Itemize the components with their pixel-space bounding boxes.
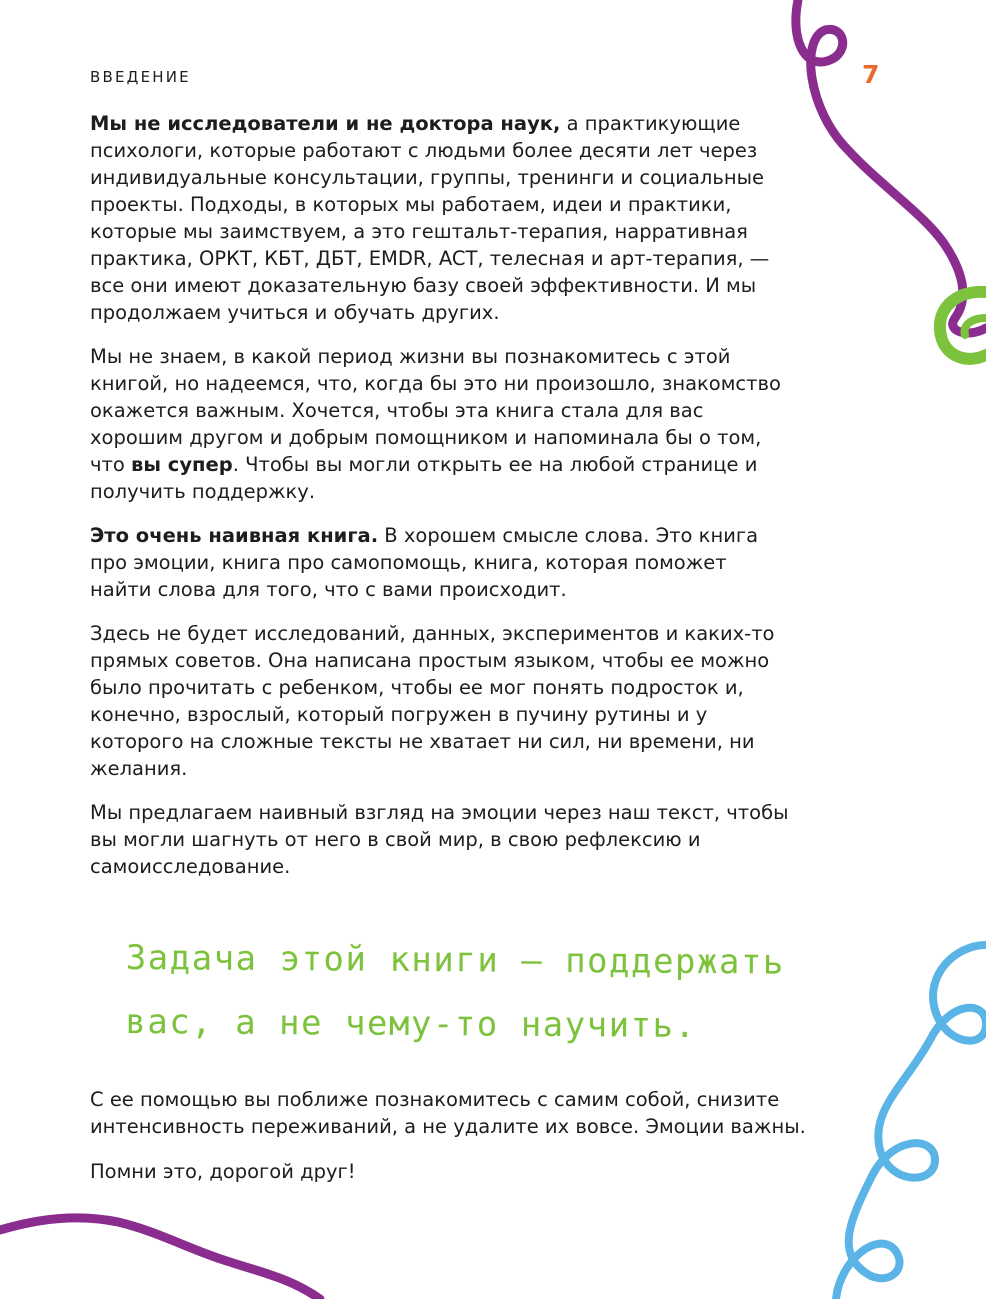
paragraph-2-text-before: Мы не знаем, в какой период жизни вы познакомитесь с этой книгой, но надеемся, что, когда бы это ни произошло, знакомство окажется важным. Хочется, чтобы эта книга стала для вас хорошим другом и добрым помощником и напоминала бы о том, что: [90, 345, 781, 476]
paragraph-3-text: В хорошем смысле слова. Это книга про эмоции, книга про самопомощь, книга, которая поможет найти слова для того, что с вами происходит.: [90, 524, 759, 601]
handwritten-quote: [125, 926, 846, 1059]
paragraph-3: [90, 522, 790, 603]
paragraph-2-text-after: . Чтобы вы могли открыть ее на любой странице и получить поддержку.: [90, 453, 758, 503]
paragraph-1-text: а практикующие психологи, которые работают с людьми более десяти лет через индивидуальные консультации, группы, тренинги и социальные проекты. Подходы, в которых мы работаем, идеи и практики, которые мы заимствуем, а это гештальт-терапия, нарративная практика, ОРКТ, КБТ, ДБТ, EMDR, ACT, телесная и арт-терапия, — все они имеют доказательную базу своей эффективности. И мы продолжаем учиться и обучать других.: [90, 112, 770, 324]
page-number: 7: [862, 60, 880, 89]
paragraph-1: [90, 110, 790, 326]
paragraph-2: [90, 343, 790, 505]
blue-spiral-bottom-right: [836, 945, 986, 1299]
green-swirl-inner: [964, 318, 986, 335]
purple-wave-bottom-left: [0, 1218, 320, 1299]
footer-text: [90, 1086, 830, 1203]
paragraph-6: С ее помощью вы поближе познакомитесь с самим собой, снизите интенсивность переживаний, а не удалите их вовсе. Эмоции важны.: [90, 1088, 806, 1138]
green-swirl-right: [940, 292, 986, 359]
paragraph-1-bold: Мы не исследователи и не доктора наук,: [90, 112, 561, 135]
quote-line-2: вас, а не чему-то научить.: [125, 1001, 697, 1046]
paragraph-7: Помни это, дорогой друг!: [90, 1160, 356, 1183]
body-text: [90, 110, 790, 897]
running-head: ВВЕДЕНИЕ: [90, 68, 191, 86]
paragraph-2-bold: вы супер: [131, 453, 233, 476]
paragraph-5: Мы предлагаем наивный взгляд на эмоции через наш текст, чтобы вы могли шагнуть от него в свой мир, в свою рефлексию и самоисследование.: [90, 801, 789, 878]
quote-line-1: Задача этой книги — поддержать: [125, 937, 785, 983]
purple-swirl-top: [796, 0, 986, 333]
paragraph-4: Здесь не будет исследований, данных, экспериментов и каких-то прямых советов. Она написана простым языком, чтобы ее можно было прочитать с ребенком, чтобы ее мог понять подросток и, конечно, взрослый, который погружен в пучину рутины и у которого на сложные тексты не хватает ни сил, ни времени, ни желания.: [90, 622, 775, 780]
paragraph-3-bold: Это очень наивная книга.: [90, 524, 379, 547]
